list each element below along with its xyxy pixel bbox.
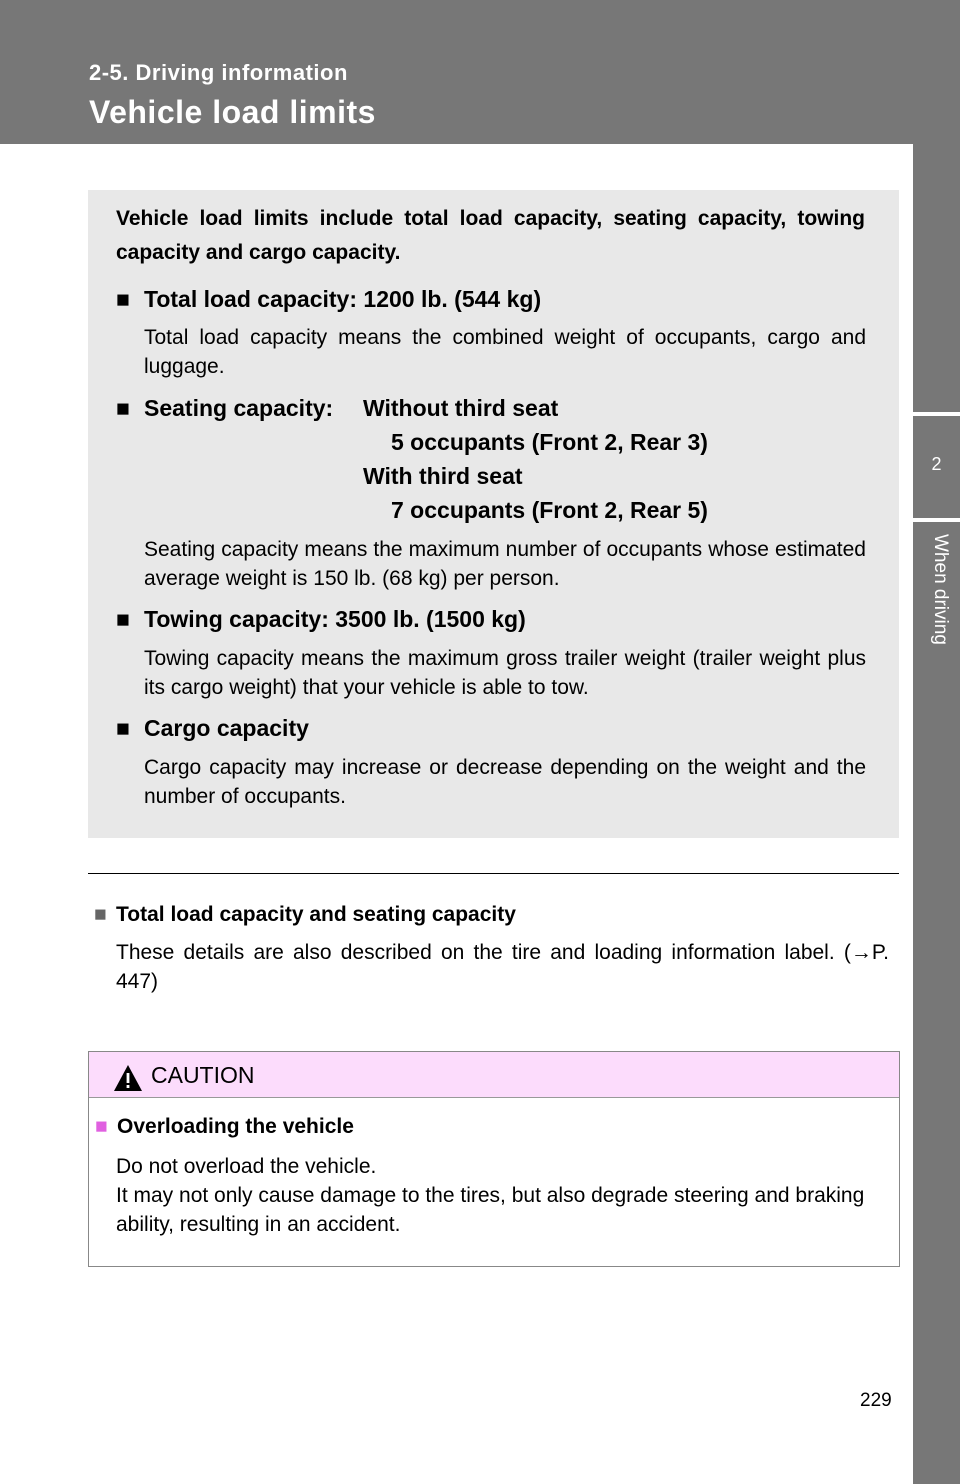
seating-heading-text: Seating capacity: [144, 395, 334, 421]
page-title: Vehicle load limits [89, 94, 376, 130]
caution-header [89, 1052, 899, 1098]
summary-intro: Vehicle load limits include total load capacity, seating capacity, towing capacity and cargo capacity. [116, 207, 865, 264]
note-heading-text: Total load capacity and seating capacity [116, 903, 516, 926]
caution-label: CAUTION [151, 1062, 255, 1088]
square-bullet-icon: ■ [95, 1115, 108, 1138]
page-number: 229 [860, 1390, 892, 1411]
total-load-heading-text: Total load capacity: 1200 lb. (544 kg) [144, 286, 542, 312]
square-bullet-icon: ■ [116, 606, 130, 632]
side-tab-lower [913, 522, 960, 1484]
seating-without-value: 5 occupants (Front 2, Rear 3) [391, 429, 708, 455]
section-divider [88, 873, 899, 874]
side-tab-upper [913, 0, 960, 412]
caution-heading [95, 1115, 354, 1139]
seating-text: Seating capacity means the maximum number of occupants whose estimated average weight is 150 lb. (68 kg) per person. [144, 538, 866, 590]
towing-heading-text: Towing capacity: 3500 lb. (1500 kg) [144, 606, 526, 632]
square-bullet-icon: ■ [94, 903, 107, 926]
chapter-side-tab [913, 0, 960, 1484]
caution-heading-text: Overloading the vehicle [117, 1115, 354, 1138]
towing-text: Towing capacity means the maximum gross trailer weight (trailer weight plus its cargo weight) that your vehicle is able to tow. [144, 647, 866, 699]
caution-line-2: It may not only cause damage to the tires, but also degrade steering and braking ability, resulting in an accident. [116, 1184, 865, 1236]
seating-heading [116, 395, 333, 422]
cargo-heading [116, 715, 309, 742]
seating-with-value: 7 occupants (Front 2, Rear 5) [391, 497, 708, 523]
cargo-text: Cargo capacity may increase or decrease depending on the weight and the number of occupants. [144, 756, 866, 808]
caution-box [88, 1051, 900, 1267]
square-bullet-icon: ■ [116, 395, 130, 421]
square-bullet-icon: ■ [116, 286, 130, 312]
total-load-heading [116, 286, 541, 313]
total-load-text: Total load capacity means the combined weight of occupants, cargo and luggage. [144, 326, 866, 378]
seating-without-label: Without third seat [363, 395, 559, 421]
square-bullet-icon: ■ [116, 715, 130, 741]
note-heading [94, 903, 516, 927]
page-header [0, 0, 960, 144]
towing-heading [116, 606, 526, 633]
cargo-heading-text: Cargo capacity [144, 715, 309, 741]
caution-text [116, 1152, 891, 1239]
chapter-number: 2 [913, 416, 960, 518]
caution-line-1: Do not overload the vehicle. [116, 1155, 377, 1178]
note-text: These details are also described on the tire and loading information label. (→P. 447) [116, 941, 889, 993]
chapter-title: When driving [930, 534, 951, 645]
seating-with-label: With third seat [363, 463, 523, 489]
warning-triangle-icon [113, 1064, 143, 1092]
section-label: 2-5. Driving information [89, 60, 348, 85]
